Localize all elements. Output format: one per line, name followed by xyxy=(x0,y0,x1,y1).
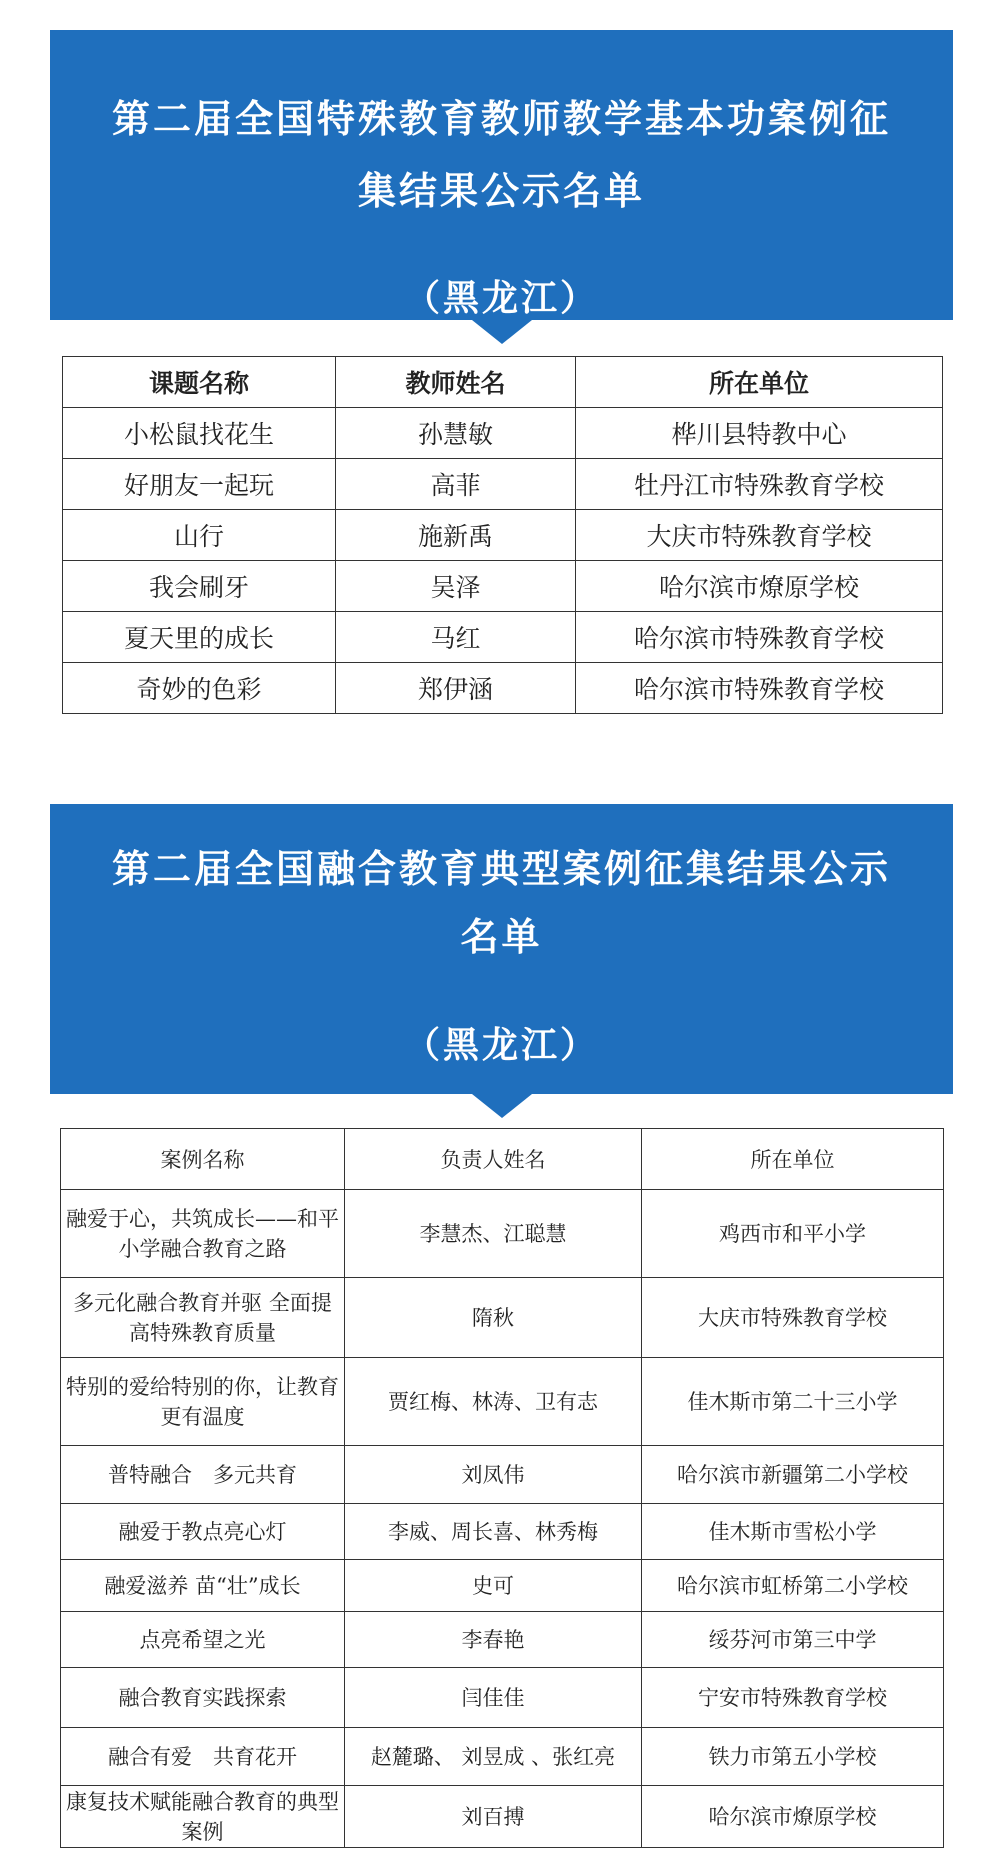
section2-region: （黑龙江） xyxy=(403,1025,599,1066)
table-row xyxy=(63,612,943,663)
cell-unit: 哈尔滨市燎原学校 xyxy=(576,561,943,612)
section2-banner-arrow xyxy=(472,1094,532,1118)
cell-teacher: 高菲 xyxy=(336,459,576,510)
cell-topic: 山行 xyxy=(63,510,336,561)
section2-title-line2: 名单 xyxy=(460,915,543,959)
table-row xyxy=(61,1446,944,1504)
cell-case: 融爱滋养 苗“壮”成长 xyxy=(61,1560,345,1612)
header-unit: 所在单位 xyxy=(576,357,943,408)
cell-unit: 哈尔滨市特殊教育学校 xyxy=(576,663,943,714)
section1-table xyxy=(62,356,943,714)
table-row xyxy=(63,510,943,561)
table-row xyxy=(63,459,943,510)
header-case: 案例名称 xyxy=(61,1129,345,1190)
header-unit: 所在单位 xyxy=(642,1129,944,1190)
cell-unit: 鸡西市和平小学 xyxy=(642,1190,944,1278)
table-row xyxy=(63,408,943,459)
table-header-row xyxy=(63,357,943,408)
cell-person: 赵麓璐、 刘昱成 、张红亮 xyxy=(345,1728,642,1786)
table-row xyxy=(63,663,943,714)
cell-teacher: 马红 xyxy=(336,612,576,663)
table-row xyxy=(61,1278,944,1358)
cell-case: 融合教育实践探索 xyxy=(61,1668,345,1728)
section2-table xyxy=(60,1128,944,1848)
cell-unit: 牡丹江市特殊教育学校 xyxy=(576,459,943,510)
table-row xyxy=(61,1358,944,1446)
section2-banner xyxy=(50,804,953,1094)
cell-unit: 哈尔滨市虹桥第二小学校 xyxy=(642,1560,944,1612)
section1-region: （黑龙江） xyxy=(403,278,599,319)
cell-person: 李春艳 xyxy=(345,1612,642,1668)
cell-person: 闫佳佳 xyxy=(345,1668,642,1728)
cell-person: 刘百搏 xyxy=(345,1786,642,1848)
header-person: 负责人姓名 xyxy=(345,1129,642,1190)
table-row xyxy=(61,1190,944,1278)
cell-case: 康复技术赋能融合教育的典型案例 xyxy=(61,1786,345,1848)
cell-person: 史可 xyxy=(345,1560,642,1612)
cell-person: 李慧杰、江聪慧 xyxy=(345,1190,642,1278)
table-row xyxy=(61,1612,944,1668)
cell-unit: 铁力市第五小学校 xyxy=(642,1728,944,1786)
table-row xyxy=(61,1728,944,1786)
table-row xyxy=(63,561,943,612)
cell-case: 普特融合 多元共育 xyxy=(61,1446,345,1504)
cell-unit: 绥芬河市第三中学 xyxy=(642,1612,944,1668)
cell-person: 刘凤伟 xyxy=(345,1446,642,1504)
table-row xyxy=(61,1786,944,1848)
cell-topic: 小松鼠找花生 xyxy=(63,408,336,459)
cell-unit: 哈尔滨市燎原学校 xyxy=(642,1786,944,1848)
cell-topic: 我会刷牙 xyxy=(63,561,336,612)
cell-unit: 桦川县特教中心 xyxy=(576,408,943,459)
cell-unit: 哈尔滨市特殊教育学校 xyxy=(576,612,943,663)
cell-person: 贾红梅、林涛、卫有志 xyxy=(345,1358,642,1446)
section1-banner xyxy=(50,30,953,320)
cell-case: 点亮希望之光 xyxy=(61,1612,345,1668)
table-row xyxy=(61,1560,944,1612)
table-row xyxy=(61,1504,944,1560)
cell-case: 多元化融合教育并驱 全面提高特殊教育质量 xyxy=(61,1278,345,1358)
cell-person: 隋秋 xyxy=(345,1278,642,1358)
cell-unit: 大庆市特殊教育学校 xyxy=(576,510,943,561)
cell-unit: 大庆市特殊教育学校 xyxy=(642,1278,944,1358)
cell-topic: 夏天里的成长 xyxy=(63,612,336,663)
cell-unit: 佳木斯市雪松小学 xyxy=(642,1504,944,1560)
section1-title-line1: 第二届全国特殊教育教师教学基本功案例征 xyxy=(111,97,891,141)
cell-case: 特别的爱给特别的你，让教育更有温度 xyxy=(61,1358,345,1446)
cell-unit: 宁安市特殊教育学校 xyxy=(642,1668,944,1728)
cell-unit: 佳木斯市第二十三小学 xyxy=(642,1358,944,1446)
cell-topic: 好朋友一起玩 xyxy=(63,459,336,510)
cell-teacher: 郑伊涵 xyxy=(336,663,576,714)
cell-case: 融爱于教点亮心灯 xyxy=(61,1504,345,1560)
section1-banner-arrow xyxy=(472,320,532,344)
cell-case: 融合有爱 共育花开 xyxy=(61,1728,345,1786)
cell-topic: 奇妙的色彩 xyxy=(63,663,336,714)
cell-teacher: 施新禹 xyxy=(336,510,576,561)
section1-title-line2: 集结果公示名单 xyxy=(357,169,645,213)
table-header-row xyxy=(61,1129,944,1190)
cell-case: 融爱于心，共筑成长——和平小学融合教育之路 xyxy=(61,1190,345,1278)
cell-teacher: 吴泽 xyxy=(336,561,576,612)
cell-person: 李威、周长喜、林秀梅 xyxy=(345,1504,642,1560)
cell-unit: 哈尔滨市新疆第二小学校 xyxy=(642,1446,944,1504)
cell-teacher: 孙慧敏 xyxy=(336,408,576,459)
table-row xyxy=(61,1668,944,1728)
header-teacher: 教师姓名 xyxy=(336,357,576,408)
section2-title-line1: 第二届全国融合教育典型案例征集结果公示 xyxy=(111,847,891,891)
header-topic: 课题名称 xyxy=(63,357,336,408)
